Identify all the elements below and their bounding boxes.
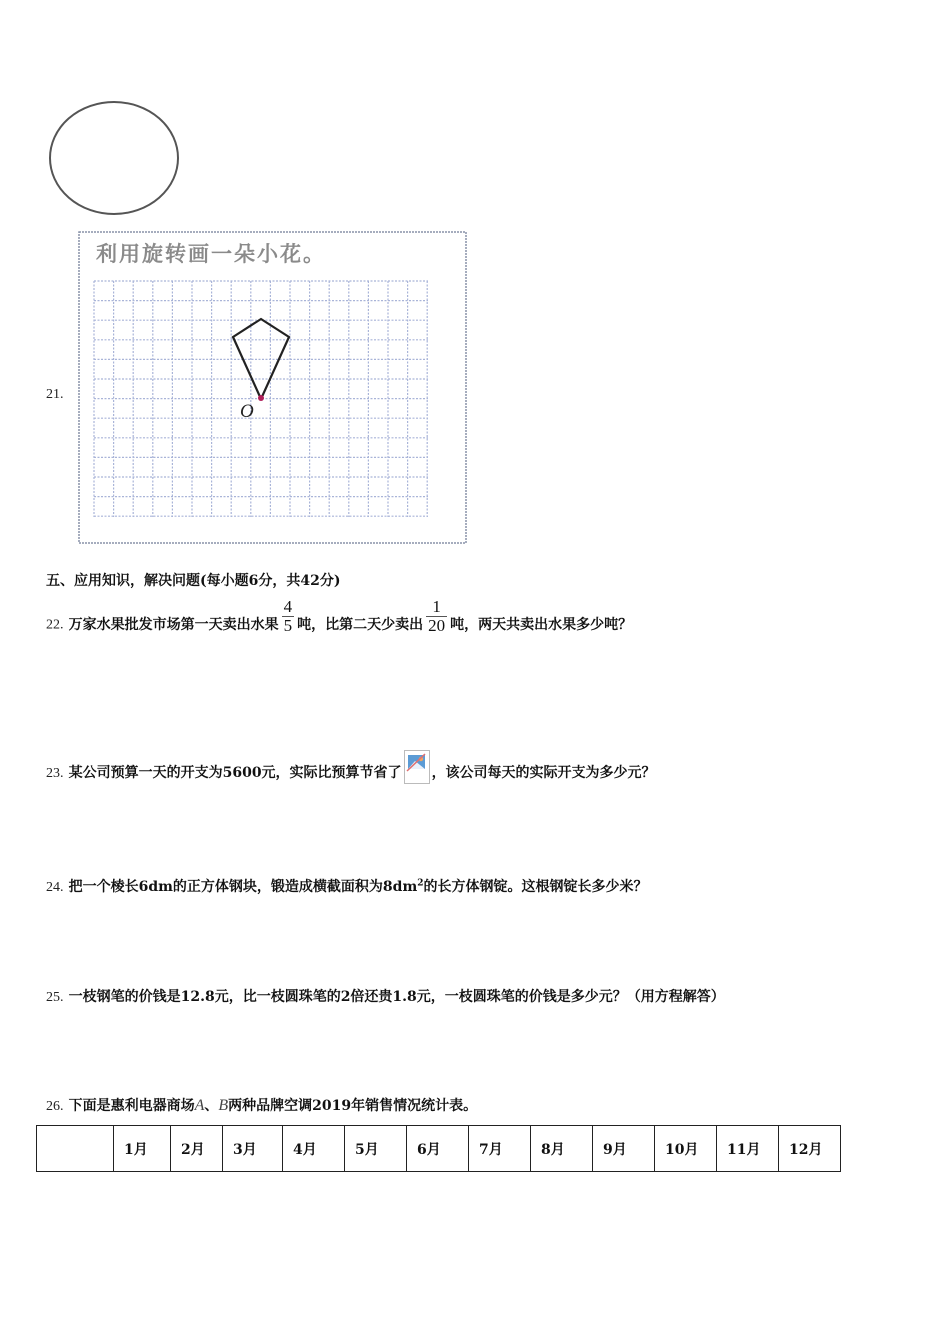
table-header-row: [37, 1126, 841, 1172]
month-cell: 11月: [717, 1126, 779, 1172]
question-26: [46, 1095, 477, 1115]
circle-figure: [44, 98, 186, 220]
section-5-title: 五、应用知识，解决问题(每小题6分，共42分): [46, 573, 341, 589]
month-cell: 12月: [779, 1126, 841, 1172]
month-cell: 9月: [593, 1126, 655, 1172]
question-22: [46, 597, 633, 643]
question-25-text: 一枝钢笔的价钱是12.8元，比一枝圆珠笔的2倍还贵1.8元，一枝圆珠笔的价钱是多少元？（用方程解答）: [68, 989, 725, 1005]
month-cell: 2月: [171, 1126, 223, 1172]
broken-image-icon: [404, 750, 430, 784]
fraction-4-5: $\frac{4}{5}$: [283, 597, 293, 635]
question-25: [46, 986, 725, 1006]
question-25-number: 25.: [46, 990, 64, 1005]
fraction-1-20: $\frac{1}{20}$: [428, 597, 446, 635]
month-cell: 3月: [223, 1126, 283, 1172]
question-21-number: 21.: [46, 387, 64, 402]
table-corner-cell: [37, 1126, 114, 1172]
brand-b-label: B: [218, 1097, 229, 1114]
question-23-text: 某公司预算一天的开支为5600元，实际比预算节省了 ，该公司每天的实际开支为多少元？: [69, 765, 656, 781]
month-cell: 4月: [283, 1126, 345, 1172]
rotation-grid-figure: [78, 231, 468, 545]
month-cell: 10月: [655, 1126, 717, 1172]
month-cell: 8月: [531, 1126, 593, 1172]
month-cell: 6月: [407, 1126, 469, 1172]
brand-a-label: A: [194, 1097, 205, 1114]
question-26-number: 26.: [46, 1099, 64, 1114]
sales-stats-table: [36, 1125, 841, 1172]
month-cell: 1月: [114, 1126, 171, 1172]
question-24: [46, 876, 648, 896]
month-cell: 7月: [469, 1126, 531, 1172]
point-o-label: O: [240, 401, 254, 422]
question-23: [46, 756, 656, 790]
figure-title: 利用旋转画一朵小花。: [96, 242, 326, 266]
question-22-text: 万家水果批发市场第一天卖出水果 $\frac{4}{5}$ 吨，比第二天少卖出 $\frac{1}{20}$ 吨，两天共卖出水果多少吨？: [68, 597, 633, 635]
question-26-text: 下面是惠利电器商场A、B两种品牌空调2019年销售情况统计表。: [68, 1097, 478, 1114]
question-24-text: 把一个棱长6dm的正方体钢块，锻造成横截面积为$8dm^2$的长方体钢锭。这根钢锭长多少米？: [68, 878, 648, 895]
question-24-number: 24.: [46, 880, 64, 895]
question-23-number: 23.: [46, 766, 64, 781]
question-22-number: 22.: [46, 617, 64, 633]
month-cell: 5月: [345, 1126, 407, 1172]
